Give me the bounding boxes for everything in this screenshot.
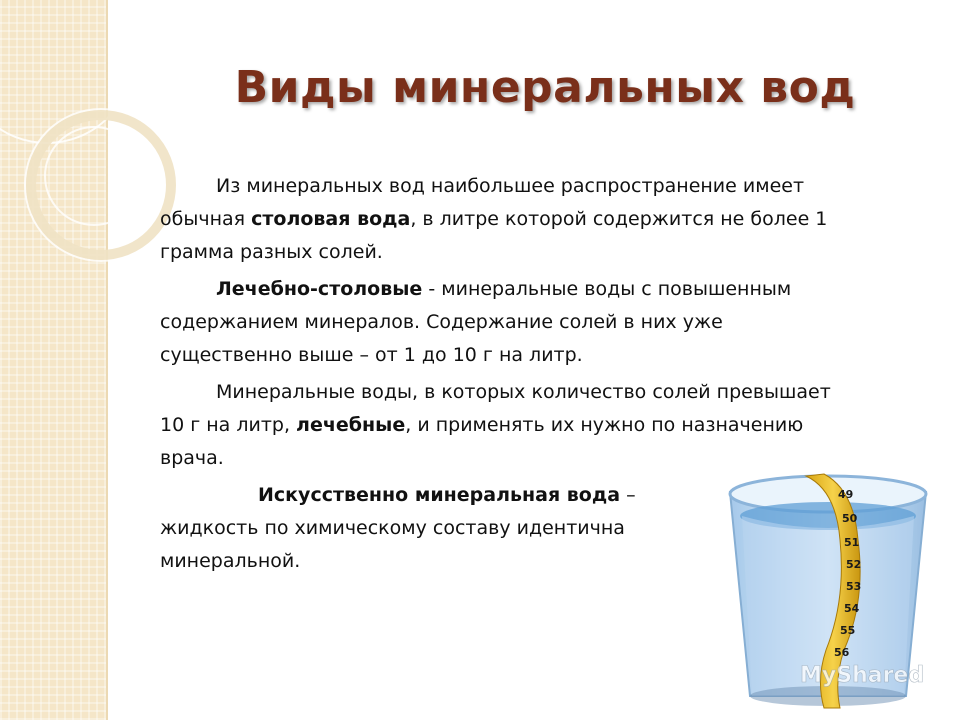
paragraph-medical-table-water	[160, 273, 860, 372]
tape-number: 56	[834, 646, 850, 659]
paragraph-bold-term: столовая вода	[251, 208, 411, 230]
paragraph-bold-term: Искусственно минеральная вода	[258, 484, 621, 506]
tape-number: 51	[844, 536, 860, 549]
slide-title: Виды минеральных вод	[234, 62, 856, 113]
glass-with-measuring-tape-image	[708, 470, 948, 710]
paragraph-text: – жидкость по химическому составу идентична минеральной.	[160, 484, 636, 572]
paragraph-artificial-water	[160, 479, 670, 578]
tape-number: 52	[846, 558, 862, 571]
paragraph-text: , и применять их нужно по назначению врача.	[160, 414, 804, 469]
tape-number: 53	[846, 580, 862, 593]
paragraph-text: , в литре которой содержится не более 1 грамма разных солей.	[160, 208, 828, 263]
tape-number: 50	[842, 512, 858, 525]
paragraph-bold-term: Лечебно-столовые	[216, 278, 423, 300]
decorative-side-band	[0, 0, 108, 720]
paragraph-text: Минеральные воды, в которых количество солей превышает 10 г на литр,	[160, 381, 831, 436]
tape-number: 49	[838, 488, 854, 501]
decorative-ring	[44, 126, 144, 226]
paragraph-medical-water	[160, 376, 860, 475]
paragraph-text: Из минеральных вод наибольшее распространение имеет обычная	[160, 175, 805, 230]
paragraph-text: - минеральные воды с повышенным содержанием минералов. Содержание солей в них уже существенно выше – от 1 до 10 г на литр.	[160, 278, 792, 366]
paragraph-table-water	[160, 170, 860, 269]
watermark-text: MyShared	[800, 663, 925, 688]
tape-number: 54	[844, 602, 860, 615]
paragraph-bold-term: лечебные	[296, 414, 406, 436]
tape-number: 55	[840, 624, 856, 637]
